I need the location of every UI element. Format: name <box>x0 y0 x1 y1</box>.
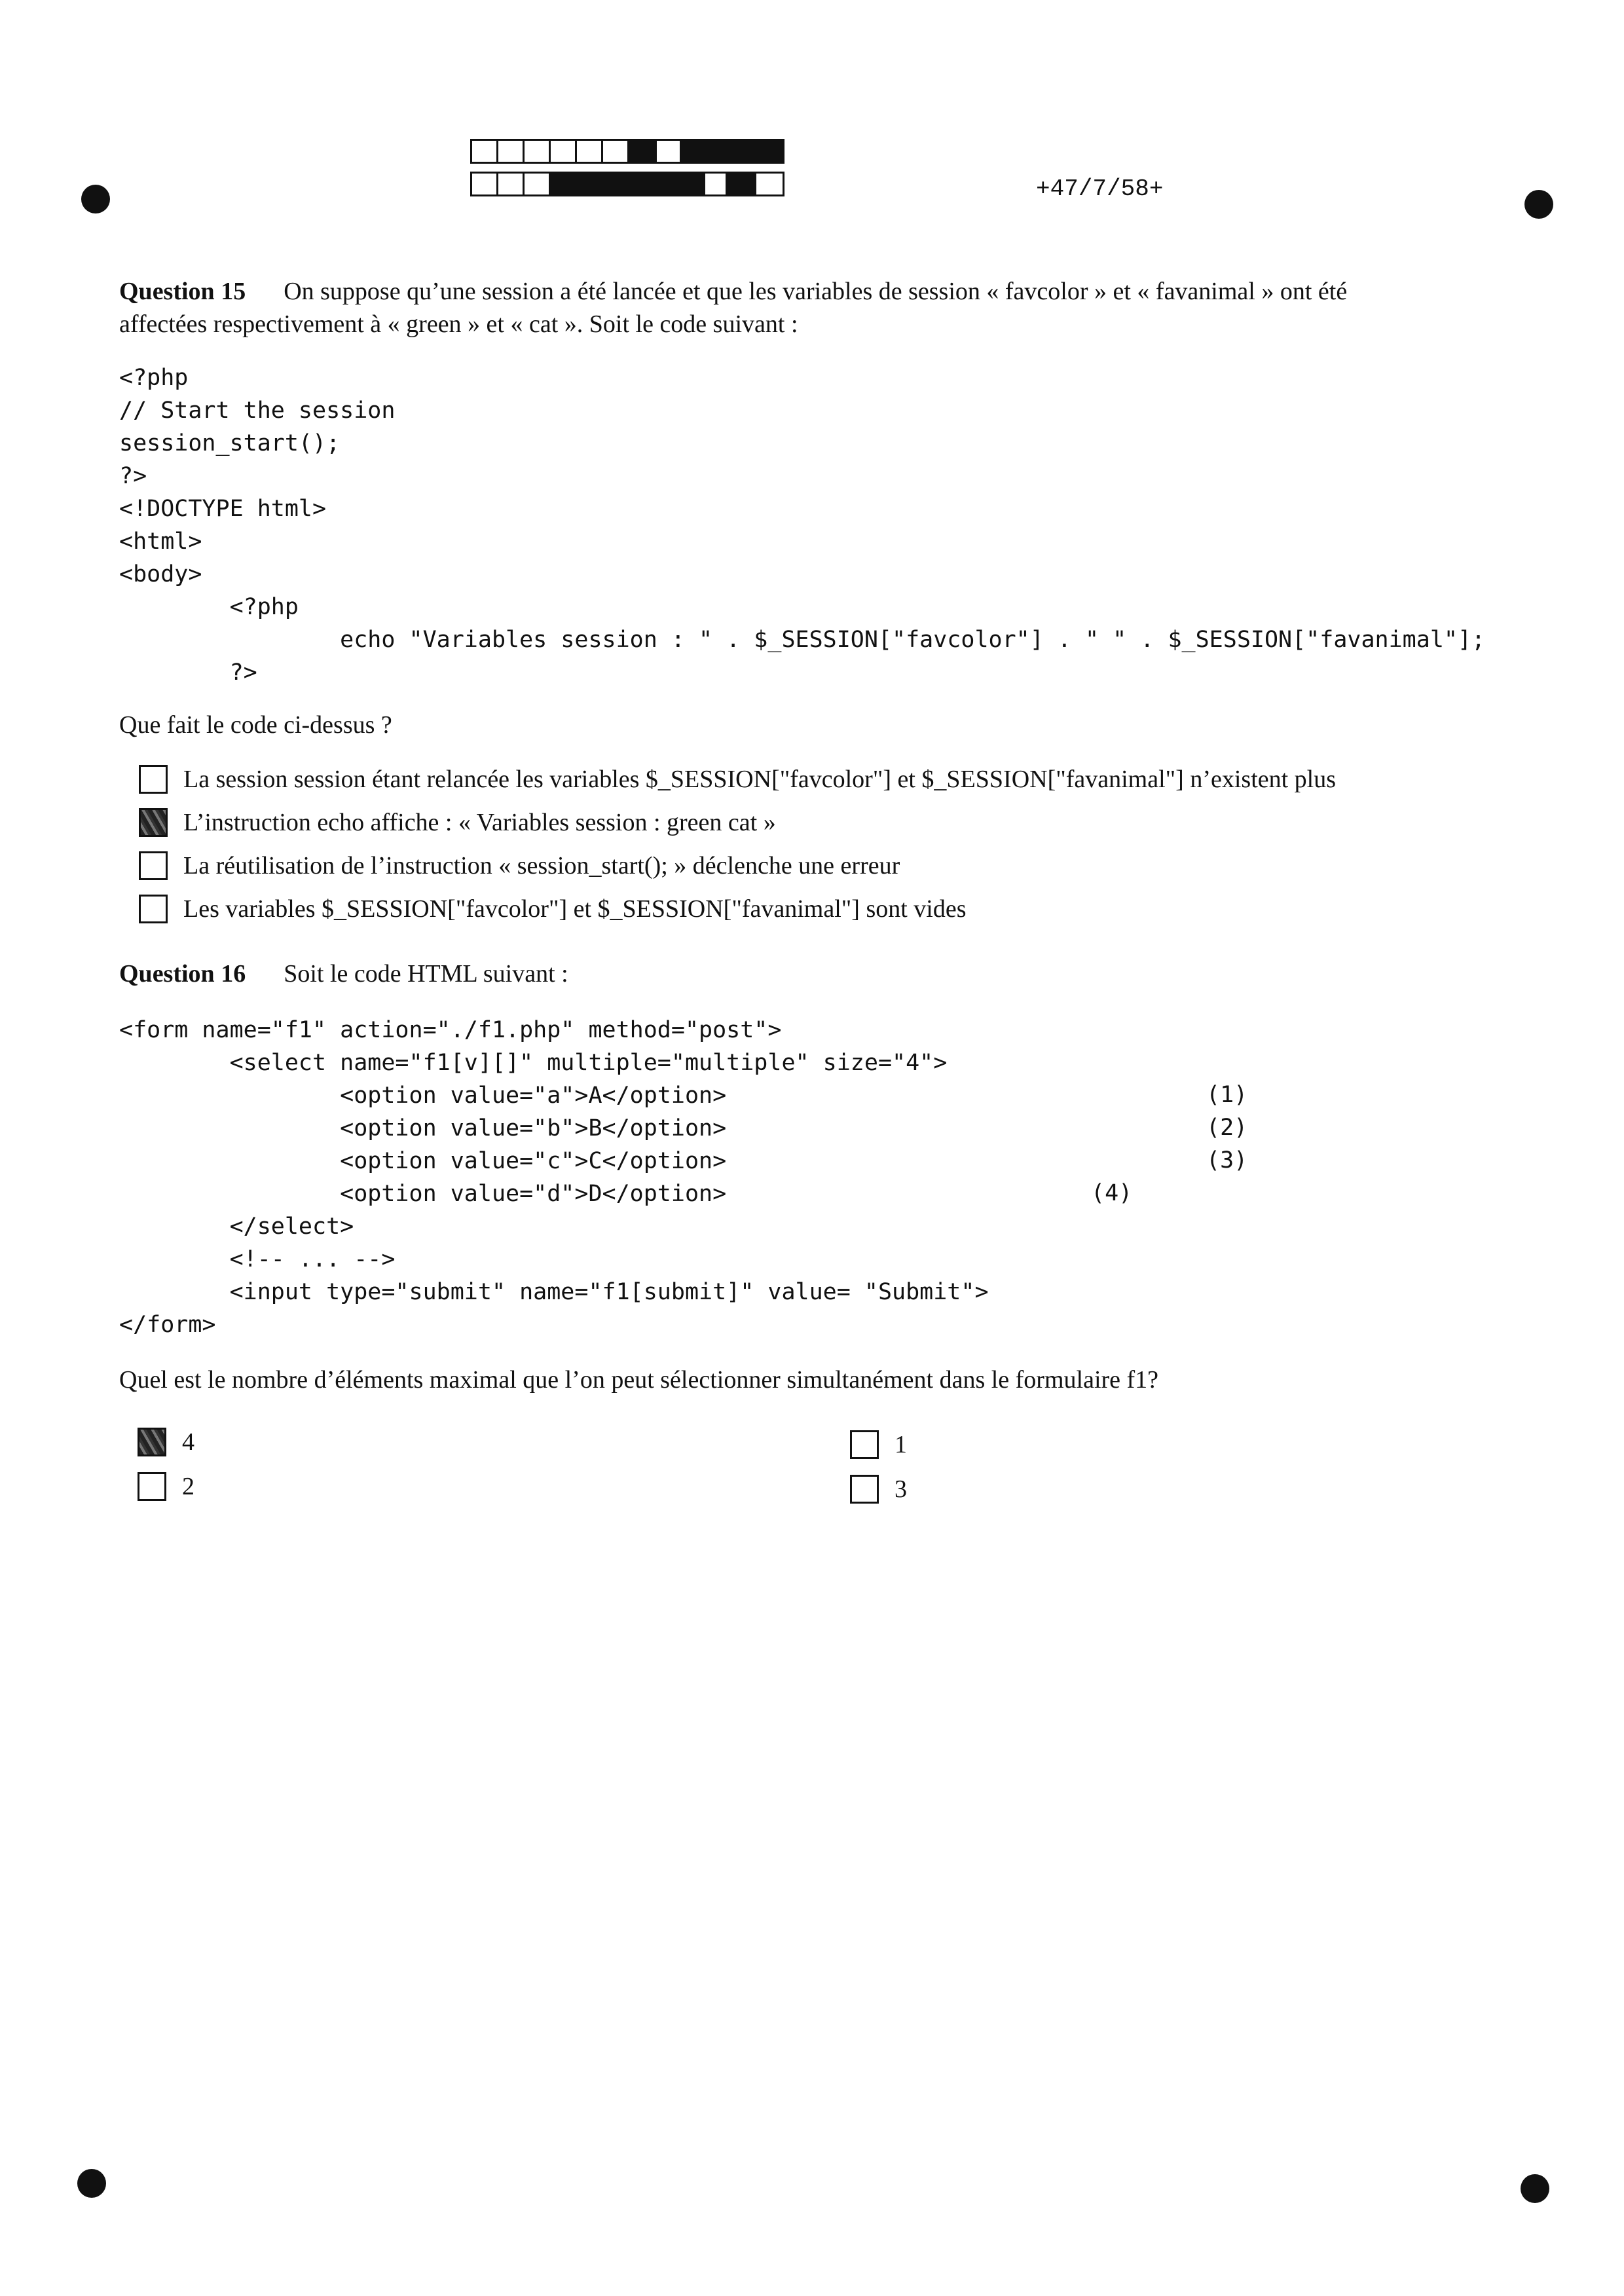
option-text: La réutilisation de l’instruction « session_start(); » déclenche une erreur <box>183 852 900 880</box>
question-15-label: Question 15 <box>119 278 246 305</box>
answer-checkbox[interactable] <box>850 1430 879 1459</box>
code-line: <body> <box>119 561 202 587</box>
code-line: ?> <box>119 659 257 686</box>
answer-checkbox-filled[interactable] <box>138 1428 166 1456</box>
code-line: session_start(); <box>119 430 341 456</box>
code-line: </form> <box>119 1312 216 1338</box>
code-line: <!-- ... --> <box>119 1246 396 1272</box>
question-15-option-3[interactable] <box>139 851 900 880</box>
answer-checkbox[interactable] <box>139 765 168 794</box>
answer-checkbox[interactable] <box>138 1472 166 1501</box>
option-text: 2 <box>182 1473 194 1500</box>
code-line: ?> <box>119 463 147 489</box>
code-line: <?php <box>119 594 299 620</box>
answer-checkbox[interactable] <box>850 1475 879 1504</box>
registration-dot-bottom-right <box>1521 2174 1549 2203</box>
page-code-row-1 <box>470 139 784 164</box>
option-marker-4: (4) <box>1091 1180 1133 1206</box>
question-15-statement <box>119 275 1527 341</box>
question-16-code-block <box>119 1014 989 1341</box>
option-marker-3: (3) <box>1206 1147 1248 1174</box>
code-line: <!DOCTYPE html> <box>119 496 327 522</box>
question-16-option-2[interactable] <box>138 1472 194 1501</box>
question-16-option-1[interactable] <box>850 1430 907 1459</box>
page-identifier: +47/7/58+ <box>1036 176 1164 202</box>
code-line: echo "Variables session : " . $_SESSION["favcolor"] . " " . $_SESSION["favanimal"]; <box>119 627 1486 653</box>
question-15-prompt: Que fait le code ci-dessus ? <box>119 711 392 739</box>
question-15-option-1[interactable] <box>139 765 1336 794</box>
question-16-option-3[interactable] <box>850 1475 907 1504</box>
question-15-option-4[interactable] <box>139 895 967 923</box>
option-marker-1: (1) <box>1206 1082 1248 1108</box>
code-line: <option value="c">C</option> <box>119 1148 727 1174</box>
registration-dot-top-right <box>1524 190 1553 219</box>
question-16-label: Question 16 <box>119 960 246 988</box>
question-16-text: Soit le code HTML suivant : <box>284 960 568 988</box>
code-line: <option value="b">B</option> <box>119 1115 727 1141</box>
question-16-prompt: Quel est le nombre d’éléments maximal que l’on peut sélectionner simultanément dans le formulaire f1? <box>119 1366 1159 1394</box>
option-text: 1 <box>895 1431 907 1458</box>
option-marker-2: (2) <box>1206 1115 1248 1141</box>
option-text: L’instruction echo affiche : « Variables session : green cat » <box>183 809 776 836</box>
answer-checkbox[interactable] <box>139 851 168 880</box>
question-15-code-block <box>119 361 1485 689</box>
answer-checkbox[interactable] <box>139 895 168 923</box>
answer-checkbox-filled[interactable] <box>139 808 168 837</box>
code-line: <?php <box>119 365 189 391</box>
page-code-row-2 <box>470 172 784 196</box>
question-16-option-4[interactable] <box>138 1428 194 1456</box>
code-line: <input type="submit" name="f1[submit]" value= "Submit"> <box>119 1279 989 1305</box>
code-line: <select name="f1[v][]" multiple="multiple" size="4"> <box>119 1050 948 1076</box>
question-15-text-line1: On suppose qu’une session a été lancée et que les variables de session « favcolor » et « favanimal » ont été <box>284 278 1348 305</box>
question-16-statement <box>119 957 568 990</box>
option-text: 3 <box>895 1475 907 1503</box>
code-line: <form name="f1" action="./f1.php" method="post"> <box>119 1017 782 1043</box>
registration-dot-bottom-left <box>77 2169 106 2198</box>
code-line: <html> <box>119 528 202 555</box>
code-line: <option value="a">A</option> <box>119 1083 727 1109</box>
code-line: <option value="d">D</option> <box>119 1181 727 1207</box>
question-15-text-line2: affectées respectivement à « green » et « cat ». Soit le code suivant : <box>119 310 798 338</box>
question-15-option-2[interactable] <box>139 808 776 837</box>
code-line: // Start the session <box>119 398 396 424</box>
option-text: La session session étant relancée les variables $_SESSION["favcolor"] et $_SESSION["favanimal"] n’existent plus <box>183 766 1337 793</box>
code-line: </select> <box>119 1213 354 1240</box>
option-text: Les variables $_SESSION["favcolor"] et $_SESSION["favanimal"] sont vides <box>183 895 967 923</box>
option-text: 4 <box>182 1428 194 1456</box>
registration-dot-top-left <box>81 185 110 213</box>
